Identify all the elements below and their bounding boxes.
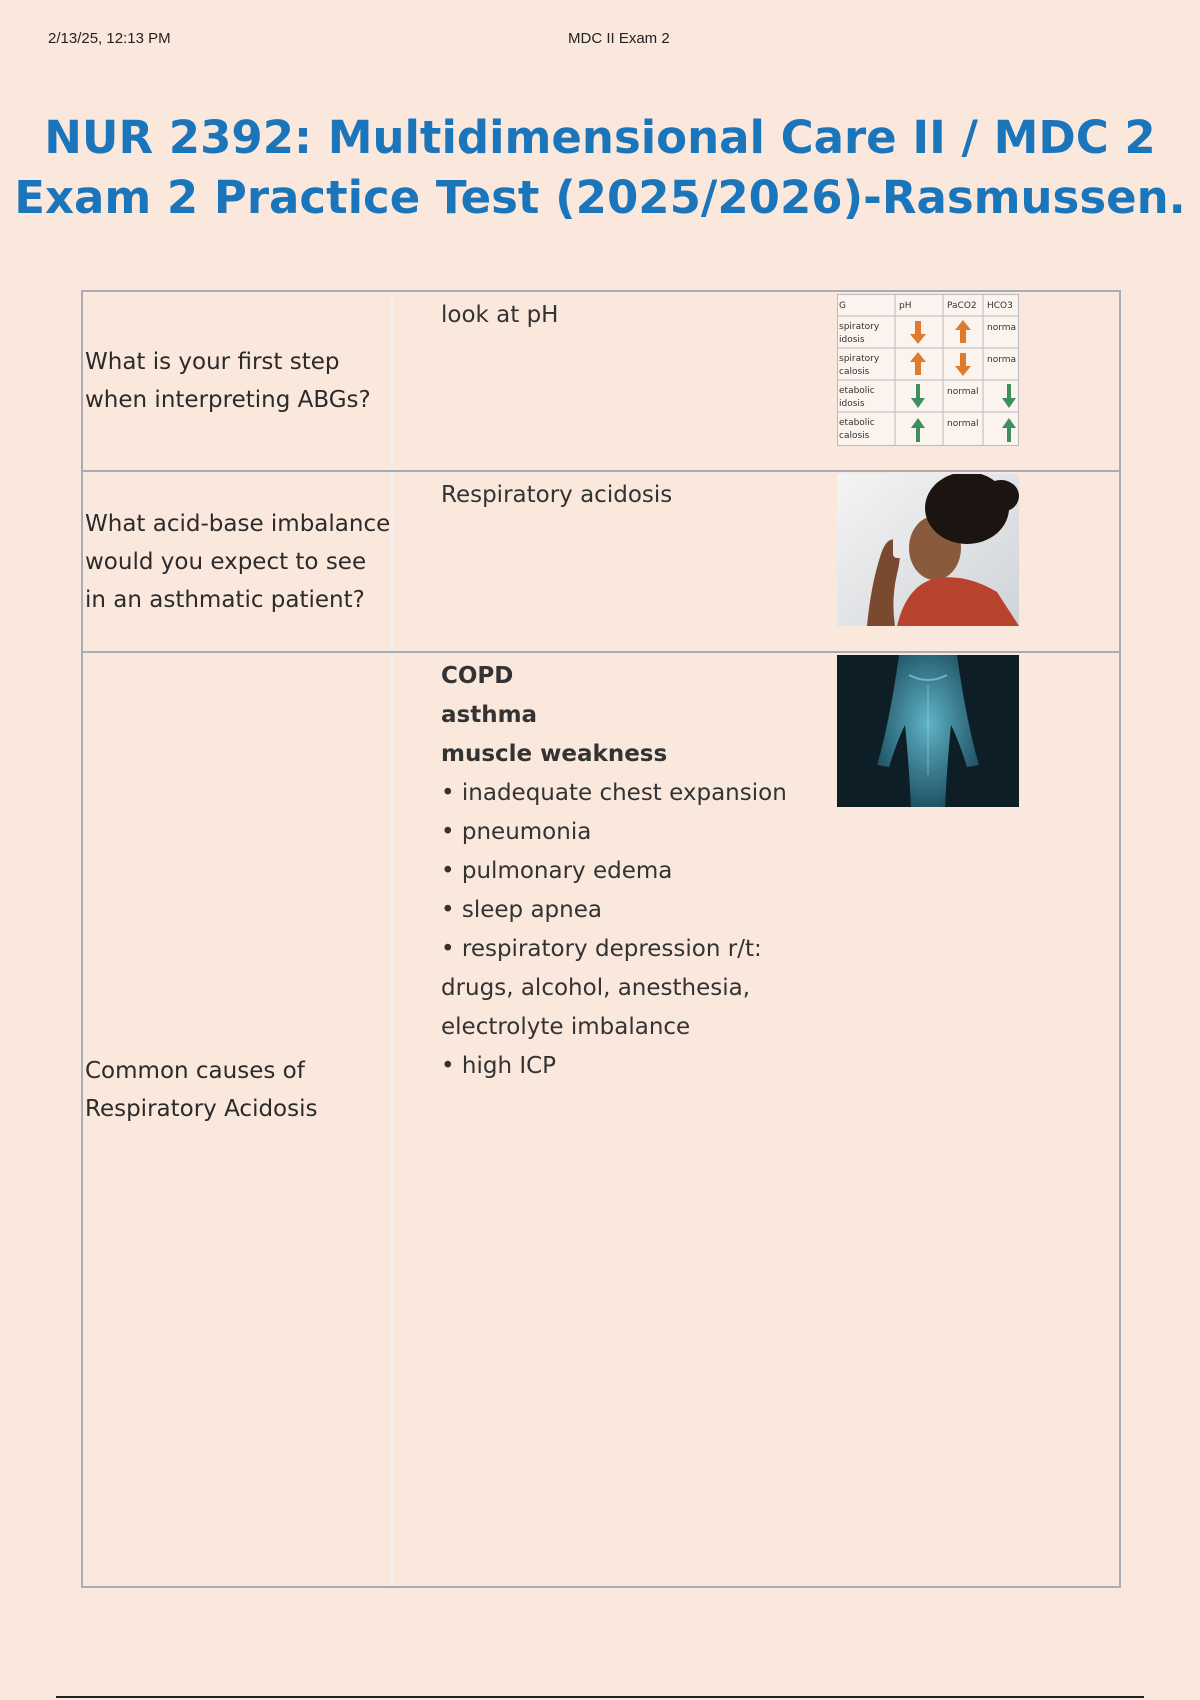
abg-col-header: pH xyxy=(899,301,912,311)
abg-row-label: spiratory xyxy=(839,322,880,332)
flashcard-row xyxy=(81,653,1121,1588)
definition-item: • respiratory depression r/t: xyxy=(441,936,762,962)
print-date: 2/13/25, 12:13 PM xyxy=(48,30,171,47)
abg-cell-text: normal xyxy=(947,387,979,397)
definition-bold-item: muscle weakness xyxy=(441,741,668,767)
document-title-line2: Exam 2 Practice Test (2025/2026)-Rasmussen. xyxy=(14,171,1186,224)
abg-row-label: etabolic xyxy=(839,386,875,396)
definition-item: drugs, alcohol, anesthesia, xyxy=(441,975,751,1001)
abg-row-label: idosis xyxy=(839,399,865,409)
woman-using-inhaler-photo xyxy=(837,474,1019,626)
definition-item: • sleep apnea xyxy=(441,897,602,923)
document-title-line1: NUR 2392: Multidimensional Care II / MDC 2 xyxy=(44,111,1156,164)
arrow-down-icon xyxy=(1002,384,1016,408)
page-bottom-rule xyxy=(56,1696,1144,1698)
flashcard-image xyxy=(837,472,1119,651)
definition-item: • pulmonary edema xyxy=(441,858,673,884)
print-header-title: MDC II Exam 2 xyxy=(568,30,670,47)
flashcard-definition xyxy=(393,653,837,1586)
abg-col-header: HCO3 xyxy=(987,301,1013,311)
arrow-up-icon xyxy=(955,320,971,343)
abg-row-label: spiratory xyxy=(839,354,880,364)
flashcard-image xyxy=(837,653,1119,1586)
flashcard-image xyxy=(837,292,1119,470)
flashcard-term: Common causes of Respiratory Acidosis xyxy=(83,653,393,1586)
definition-text: look at pH xyxy=(441,302,559,328)
definition-item: • pneumonia xyxy=(441,819,592,845)
flashcard-term: What is your first step when interpreting ABGs? xyxy=(83,292,393,470)
flashcard-row xyxy=(81,292,1121,472)
abg-table-image xyxy=(837,294,1019,446)
flashcard-definition xyxy=(393,292,837,470)
arrow-down-icon xyxy=(911,384,925,408)
arrow-up-icon xyxy=(1002,418,1016,442)
definition-text: Respiratory acidosis xyxy=(441,482,673,508)
arrow-down-icon xyxy=(910,321,926,344)
definition-item: electrolyte imbalance xyxy=(441,1014,691,1040)
human-body-xray-illustration xyxy=(837,655,1019,807)
definition-item: • inadequate chest expansion xyxy=(441,780,787,806)
abg-row-label: calosis xyxy=(839,431,870,441)
abg-col-header: G xyxy=(839,301,846,311)
abg-row-label: calosis xyxy=(839,367,870,377)
definition-bold-item: asthma xyxy=(441,702,538,728)
flashcard-table xyxy=(81,290,1121,1588)
abg-cell-text: normal xyxy=(947,419,979,429)
flashcard-term: What acid-base imbalance would you expect to see in an asthmatic patient? xyxy=(83,472,393,651)
definition-bold-item: COPD xyxy=(441,663,514,689)
arrow-up-icon xyxy=(911,418,925,442)
abg-row-label: etabolic xyxy=(839,418,875,428)
flashcard-definition xyxy=(393,472,837,651)
document-title xyxy=(0,108,1200,228)
abg-cell-text: norma xyxy=(987,355,1017,365)
arrow-up-icon xyxy=(910,352,926,375)
abg-col-header: PaCO2 xyxy=(947,301,977,311)
abg-row-label: idosis xyxy=(839,335,865,345)
definition-item: • high ICP xyxy=(441,1053,557,1079)
flashcard-row xyxy=(81,472,1121,653)
arrow-down-icon xyxy=(955,353,971,376)
abg-cell-text: norma xyxy=(987,323,1017,333)
